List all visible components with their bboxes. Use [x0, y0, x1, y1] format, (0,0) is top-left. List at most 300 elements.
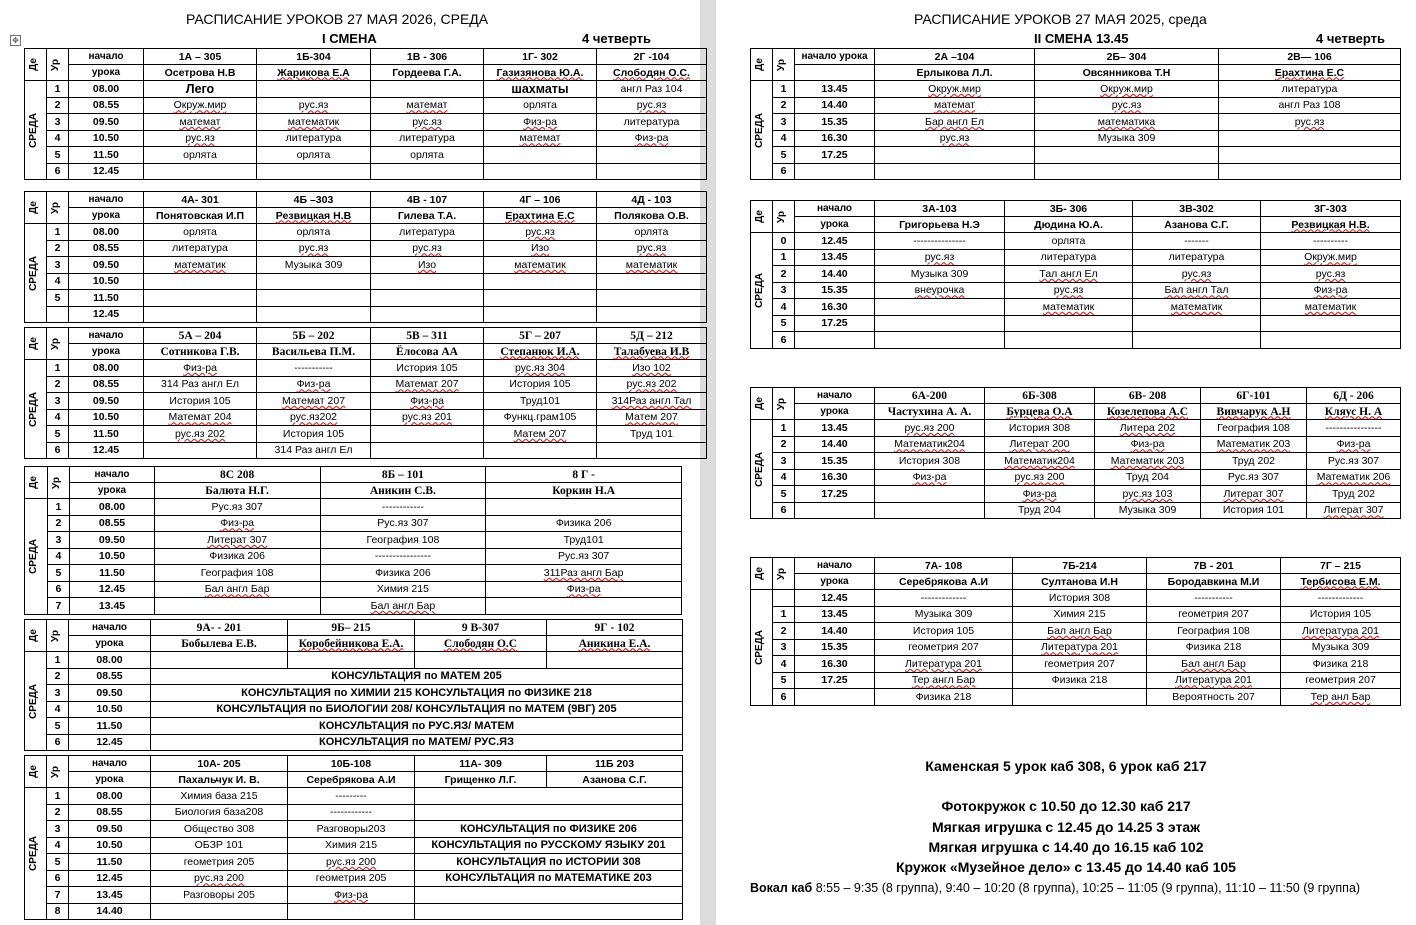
subject-cell [1219, 163, 1401, 180]
schedule-block [24, 48, 707, 180]
teacher-name-cell: Газизянова Ю.А. [484, 65, 597, 81]
lesson-time-cell: 15.35 [795, 114, 875, 131]
subject-cell [257, 273, 371, 290]
lesson-number-cell: 1 [47, 499, 70, 516]
subject-cell: литература [597, 114, 707, 131]
teacher-name-cell: Ерахтина Е.С [1219, 65, 1401, 81]
class-name-cell: 3Б- 306 [1005, 201, 1133, 217]
lesson-time-cell: 13.45 [795, 81, 875, 98]
subject-cell: Физ-ра [1095, 436, 1201, 453]
lesson-number-cell: 6 [47, 870, 69, 887]
subject-cell [371, 306, 484, 323]
teacher-name-cell: Тербисова Е.М. [1281, 574, 1401, 590]
teacher-name-cell: Осетрова Н.В [144, 65, 257, 81]
lesson-number-cell: 6 [47, 581, 70, 598]
subject-cell: геометрия 205 [151, 854, 288, 871]
lesson-header-label: Ур [50, 201, 61, 214]
teacher-name-cell: Резвицкая Н.В [257, 208, 371, 224]
subject-cell: математик [597, 257, 707, 274]
lesson-row [751, 420, 1401, 437]
teacher-name-cell: Султанова И.Н [1013, 574, 1147, 590]
subject-cell [1261, 332, 1401, 349]
header-row [751, 388, 1401, 404]
subject-cell [1035, 147, 1219, 164]
page-right [716, 0, 1416, 925]
subject-cell: Литерат 200 [985, 436, 1095, 453]
lesson-number-cell: 3 [47, 821, 69, 838]
lesson-row [25, 532, 682, 549]
subject-cell: Рус.яз 307 [486, 548, 682, 565]
subject-cell: История 308 [875, 453, 985, 470]
subject-cell [144, 306, 257, 323]
start-time-header: урока [795, 217, 875, 233]
lesson-time-cell [795, 163, 875, 180]
lesson-row [25, 565, 682, 582]
lesson-number-cell: 2 [47, 668, 69, 685]
subject-cell: рус.яз [875, 249, 1005, 266]
schedule-table [24, 755, 683, 920]
subject-cell: Биология база208 [151, 804, 288, 821]
subject-cell: геометрия 207 [1013, 656, 1147, 673]
lesson-row [25, 887, 683, 904]
lesson-row [751, 623, 1401, 640]
class-name-cell: 2А –104 [875, 49, 1035, 65]
start-time-header: урока [69, 208, 144, 224]
subject-cell: Бал англ Бар [1013, 623, 1147, 640]
subject-cell: Математик 203 [1095, 453, 1201, 470]
lesson-number-cell: 5 [773, 486, 795, 503]
lesson-time-cell: 13.45 [795, 420, 875, 437]
subject-cell: Физика 206 [320, 565, 486, 582]
subject-cell: литература [1133, 249, 1261, 266]
lesson-number-cell: 6 [47, 163, 69, 180]
lesson-row [25, 870, 683, 887]
subject-cell: Физика 218 [1147, 639, 1281, 656]
subject-cell: Труд 202 [1201, 453, 1307, 470]
lesson-time-cell: 10.50 [69, 409, 144, 426]
lesson-number-cell: 6 [47, 734, 69, 751]
lesson-number-cell: 3 [47, 685, 69, 702]
lesson-row [751, 97, 1401, 114]
start-time-header: урока [70, 483, 154, 499]
lesson-header-label: Ур [776, 210, 787, 223]
lesson-row [25, 442, 707, 459]
subject-cell: История 308 [985, 420, 1095, 437]
lesson-row [25, 409, 707, 426]
schedule-title: РАСПИСАНИЕ УРОКОВ 27 МАЯ 2025, среда [914, 11, 1207, 27]
day-header-cell [25, 756, 47, 788]
subject-cell: Рус.яз 307 [154, 499, 320, 516]
subject-cell [875, 332, 1005, 349]
subject-cell: математ [371, 97, 484, 114]
schedule-table [24, 466, 682, 615]
subject-cell: Химия 215 [1013, 606, 1147, 623]
subject-cell: геометрия 205 [288, 870, 415, 887]
lesson-row [25, 97, 707, 114]
lesson-header-label: Ур [776, 58, 787, 71]
lesson-time-cell: 09.50 [69, 114, 144, 131]
subject-cell: Физ-ра [484, 114, 597, 131]
lesson-row [25, 163, 707, 180]
teacher-name-cell: Талабуева И.В [597, 344, 707, 360]
subject-cell: Труд101 [484, 393, 597, 410]
subject-cell [371, 163, 484, 180]
subject-cell [1005, 332, 1133, 349]
class-name-cell: 9 В-307 [415, 620, 547, 636]
lesson-row [25, 81, 707, 98]
class-name-cell: 4В - 107 [371, 192, 484, 208]
subject-cell [415, 804, 683, 821]
lesson-number-cell: 3 [773, 453, 795, 470]
subject-cell: Труд 202 [1307, 486, 1401, 503]
lesson-number-cell: 4 [47, 837, 69, 854]
subject-cell: Бал англ Бар [320, 598, 486, 615]
subject-cell: Литерат 307 [1201, 486, 1307, 503]
subject-cell: Тер англ Бар [875, 672, 1013, 689]
header-row [25, 328, 707, 344]
consultation-cell: КОНСУЛЬТАЦИЯ по РУССКОМУ ЯЗЫКУ 201 [415, 837, 683, 854]
subject-cell [484, 290, 597, 307]
day-cell [25, 652, 47, 751]
subject-cell: Физ-ра [1307, 436, 1401, 453]
subject-cell: математик [144, 257, 257, 274]
class-name-cell: 4Г – 106 [484, 192, 597, 208]
subject-cell [1133, 315, 1261, 332]
lesson-number-cell: 1 [47, 788, 69, 805]
subject-cell: --------------- [875, 233, 1005, 250]
lesson-header-label: Ур [776, 397, 787, 410]
class-name-cell: 7Б-214 [1013, 558, 1147, 574]
start-time-header: урока [69, 344, 144, 360]
lesson-header-cell [47, 467, 70, 499]
lesson-header-cell [47, 328, 69, 360]
lesson-row [25, 393, 707, 410]
day-header-label: Де [754, 210, 765, 223]
teacher-name-cell: Аникина Е.А. [547, 636, 683, 652]
vocal-label: Вокал каб [750, 881, 813, 895]
schedule-block [24, 191, 707, 323]
teacher-name-cell: Васильева П.М. [257, 344, 371, 360]
lesson-number-cell: 4 [47, 701, 69, 718]
lesson-number-cell: 2 [47, 240, 69, 257]
start-time-header: урока [795, 404, 875, 420]
start-time-header: начало [795, 201, 875, 217]
lesson-row [25, 854, 683, 871]
subject-cell: математ [144, 114, 257, 131]
lesson-time-cell: 11.50 [69, 147, 144, 164]
lesson-time-cell: 08.55 [69, 668, 151, 685]
teacher-name-cell: Частухина А. А. [875, 404, 985, 420]
lesson-time-cell: 12.45 [795, 590, 875, 607]
class-name-cell: 1Б-304 [257, 49, 371, 65]
teacher-name-cell: Балюта Н.Г. [154, 483, 320, 499]
subject-cell: Физ-ра [154, 515, 320, 532]
lesson-row [25, 306, 707, 323]
lesson-time-cell: 15.35 [795, 639, 875, 656]
table-move-handle-icon[interactable]: ✥ [10, 35, 21, 46]
start-time-header: урока [795, 574, 875, 590]
vocal-note [750, 878, 1390, 898]
subject-cell: Математик 203 [1201, 436, 1307, 453]
lesson-time-cell: 13.45 [795, 249, 875, 266]
lesson-header-cell [773, 558, 795, 590]
lesson-header-cell [773, 49, 795, 81]
class-name-cell: 3А-103 [875, 201, 1005, 217]
subject-cell: География 108 [154, 565, 320, 582]
lesson-time-cell: 08.00 [69, 788, 151, 805]
lesson-time-cell: 13.45 [69, 887, 151, 904]
teacher-name-cell: Аникин С.В. [320, 483, 486, 499]
lesson-time-cell: 15.35 [795, 282, 875, 299]
lesson-row [25, 548, 682, 565]
lesson-row [25, 360, 707, 377]
header-row [751, 574, 1401, 590]
subject-cell: ----------- [257, 360, 371, 377]
subject-cell: Физ-ра [288, 887, 415, 904]
start-time-header: начало [69, 756, 151, 772]
class-name-cell: 5Б – 202 [257, 328, 371, 344]
day-cell [25, 499, 48, 615]
class-name-cell: 5Г – 207 [484, 328, 597, 344]
subject-cell: Физ-ра [985, 486, 1095, 503]
lesson-row [751, 163, 1401, 180]
subject-cell: рус.яз [484, 224, 597, 241]
lesson-time-cell: 10.50 [69, 837, 151, 854]
lesson-number-cell: 2 [773, 436, 795, 453]
day-cell [751, 420, 773, 519]
lesson-number-cell: 2 [773, 97, 795, 114]
subject-cell: Физика 218 [1013, 672, 1147, 689]
class-name-cell: 9Г - 102 [547, 620, 683, 636]
subject-cell: ---------- [1261, 233, 1401, 250]
subject-cell: математ [875, 97, 1035, 114]
lesson-number-cell: 6 [773, 502, 795, 519]
subject-cell: ------------- [875, 590, 1013, 607]
subject-cell: Музыка 309 [1281, 639, 1401, 656]
subject-cell [597, 442, 707, 459]
class-name-cell: 5Д – 212 [597, 328, 707, 344]
lesson-time-cell: 10.50 [69, 273, 144, 290]
lesson-row [751, 81, 1401, 98]
class-name-cell: 2Г -104 [597, 49, 707, 65]
schedule-title: РАСПИСАНИЕ УРОКОВ 27 МАЯ 2026, СРЕДА [186, 11, 489, 27]
subject-cell: ------------- [1281, 590, 1401, 607]
subject-cell: Химия 215 [320, 581, 486, 598]
subject-cell: рус.яз [371, 114, 484, 131]
empty-cell [415, 652, 547, 669]
start-time-header: начало [795, 388, 875, 404]
schedule-block [24, 619, 683, 751]
subject-cell [257, 163, 371, 180]
lesson-row [25, 114, 707, 131]
subject-cell: ----------- [1147, 590, 1281, 607]
class-name-cell: 9Б– 215 [288, 620, 415, 636]
lesson-number-cell: 3 [47, 257, 69, 274]
lesson-time-cell: 11.50 [70, 565, 154, 582]
day-header-cell [751, 558, 773, 590]
subject-cell: Физ-ра [144, 360, 257, 377]
start-time-header: начало [70, 467, 154, 483]
lesson-row [25, 426, 707, 443]
vocal-text: 8:55 – 9:35 (8 группа), 9:40 – 10:20 (8 группа), 10:25 – 11:05 (9 группа), 11:10 – 11:50 (9 группа) [812, 881, 1361, 895]
lesson-number-cell: 2 [47, 97, 69, 114]
teacher-name-cell: Гордеева Г.А. [371, 65, 484, 81]
lesson-number-cell: 3 [773, 639, 795, 656]
consultation-cell: КОНСУЛЬТАЦИЯ по МАТЕМ 205 [151, 668, 683, 685]
lesson-row [751, 282, 1401, 299]
subject-cell: орлята [597, 224, 707, 241]
lesson-time-cell: 09.50 [69, 685, 151, 702]
subject-cell [484, 273, 597, 290]
subject-cell: ------------ [320, 499, 486, 516]
lesson-header-cell [47, 49, 69, 81]
lesson-number-cell: 5 [47, 426, 69, 443]
note-line: Кружок «Музейное дело» с 13.45 до 14.40 каб 105 [896, 859, 1236, 875]
shift-label: I СМЕНА [322, 31, 377, 46]
day-label: СРЕДА [28, 391, 39, 427]
lesson-time-cell: 08.00 [69, 360, 144, 377]
start-time-header: урока [69, 772, 151, 788]
subject-cell [154, 598, 320, 615]
teacher-name-cell: Азанова С.Г. [1133, 217, 1261, 233]
lesson-time-cell: 17.25 [795, 672, 875, 689]
lesson-row [751, 672, 1401, 689]
subject-cell: ОБЗР 101 [151, 837, 288, 854]
subject-cell: 314 Раз англ Ел [144, 376, 257, 393]
lesson-number-cell: 7 [47, 598, 70, 615]
day-header-label: Де [28, 476, 39, 489]
teacher-name-cell: Полякова О.В. [597, 208, 707, 224]
lesson-header-label: Ур [50, 58, 61, 71]
lesson-number-cell: 3 [47, 114, 69, 131]
lesson-number-cell: 3 [773, 114, 795, 131]
lesson-number-cell: 3 [47, 393, 69, 410]
subject-cell [597, 273, 707, 290]
lesson-time-cell: 14.40 [795, 623, 875, 640]
subject-cell [144, 290, 257, 307]
subject-cell: Рус.яз 307 [320, 515, 486, 532]
lesson-time-cell: 11.50 [69, 290, 144, 307]
lesson-time-cell: 12.45 [70, 581, 154, 598]
start-time-header: начало [795, 558, 875, 574]
teacher-name-cell: Гилева Т.А. [371, 208, 484, 224]
day-label: СРЕДА [754, 629, 765, 665]
subject-cell [144, 163, 257, 180]
subject-cell: англ Раз 108 [1219, 97, 1401, 114]
subject-cell: рус.яз [1261, 266, 1401, 283]
subject-cell: Литерат 307 [1307, 502, 1401, 519]
subject-cell: Окруж.мир [1035, 81, 1219, 98]
subject-cell [415, 887, 683, 904]
class-name-cell: 4Д - 103 [597, 192, 707, 208]
subject-cell: 311Раз англ Бар [486, 565, 682, 582]
lesson-row [25, 273, 707, 290]
teacher-name-cell: Пахальчук И. В. [151, 772, 288, 788]
day-cell [751, 81, 773, 180]
consultation-cell: КОНСУЛЬТАЦИЯ по ХИМИИ 215 КОНСУЛЬТАЦИЯ по ФИЗИКЕ 218 [151, 685, 683, 702]
subject-cell: Труд 204 [985, 502, 1095, 519]
subject-cell: математика [1035, 114, 1219, 131]
day-header-cell [25, 328, 47, 360]
day-label: СРЕДА [28, 683, 39, 719]
lesson-row [25, 718, 683, 735]
lesson-row [751, 114, 1401, 131]
subject-cell: рус.яз [371, 240, 484, 257]
subject-cell: Музыка 309 [257, 257, 371, 274]
teacher-name-cell: Сотникова Г.В. [144, 344, 257, 360]
lesson-row [25, 376, 707, 393]
subject-cell: Физика 206 [154, 548, 320, 565]
lesson-time-cell: 12.45 [69, 734, 151, 751]
class-name-cell: 6Д - 206 [1307, 388, 1401, 404]
subject-cell: рус.яз 304 [484, 360, 597, 377]
class-name-cell: 6В- 208 [1095, 388, 1201, 404]
day-header-cell [25, 620, 47, 652]
lesson-number-cell: 1 [47, 360, 69, 377]
lesson-row [751, 147, 1401, 164]
lesson-time-cell: 08.55 [69, 97, 144, 114]
subject-cell [257, 306, 371, 323]
subject-cell: Бал англ Бар [1147, 656, 1281, 673]
subject-cell [144, 442, 257, 459]
subject-cell: рус.яз 200 [288, 854, 415, 871]
teacher-name-cell: Грищенко Л.Г. [415, 772, 547, 788]
subject-cell: Литература 201 [1013, 639, 1147, 656]
lesson-row [25, 668, 683, 685]
lesson-time-cell: 17.25 [795, 486, 875, 503]
lesson-number-cell: 2 [773, 623, 795, 640]
lesson-number-cell: 5 [47, 854, 69, 871]
day-cell [25, 81, 47, 180]
day-label: СРЕДА [754, 451, 765, 487]
subject-cell: рус.яз 200 [151, 870, 288, 887]
lesson-row [751, 469, 1401, 486]
subject-cell [1133, 332, 1261, 349]
consultation-cell: КОНСУЛЬТАЦИЯ по БИОЛОГИИ 208/ КОНСУЛЬТАЦИЯ по МАТЕМ (9ВГ) 205 [151, 701, 683, 718]
lesson-number-cell: 5 [773, 147, 795, 164]
teacher-name-cell: Коркин Н.А [486, 483, 682, 499]
subject-cell: математик [484, 257, 597, 274]
subject-cell: Труд 101 [597, 426, 707, 443]
day-header-label: Де [28, 58, 39, 71]
lesson-row [25, 240, 707, 257]
consultation-cell: КОНСУЛЬТАЦИЯ по МАТЕМАТИКЕ 203 [415, 870, 683, 887]
class-name-cell: 2В— 106 [1219, 49, 1401, 65]
teacher-name-cell: Серебрякова А.И [288, 772, 415, 788]
subject-cell: рус.яз [1035, 97, 1219, 114]
subject-cell [415, 788, 683, 805]
start-time-header: начало [69, 49, 144, 65]
subject-cell: рус.яз [257, 240, 371, 257]
subject-cell: География 108 [320, 532, 486, 549]
subject-cell: Музыка 309 [875, 606, 1013, 623]
lesson-time-cell: 16.30 [795, 469, 875, 486]
lesson-number-cell: 3 [773, 282, 795, 299]
lesson-time-cell: 08.55 [70, 515, 154, 532]
class-name-cell: 4Б –303 [257, 192, 371, 208]
lesson-row [25, 598, 682, 615]
lesson-row [25, 903, 683, 920]
teacher-name-cell: Вивчарук А.Н [1201, 404, 1307, 420]
teacher-name-cell: Слободян О.С [415, 636, 547, 652]
lesson-time-cell: 13.45 [795, 606, 875, 623]
teacher-name-cell: Бородавкина М.И [1147, 574, 1281, 590]
subject-cell: Химия база 215 [151, 788, 288, 805]
class-name-cell: 7А- 108 [875, 558, 1013, 574]
header-row [25, 772, 683, 788]
lesson-number-cell: 6 [773, 163, 795, 180]
subject-cell: Математ 204 [144, 409, 257, 426]
